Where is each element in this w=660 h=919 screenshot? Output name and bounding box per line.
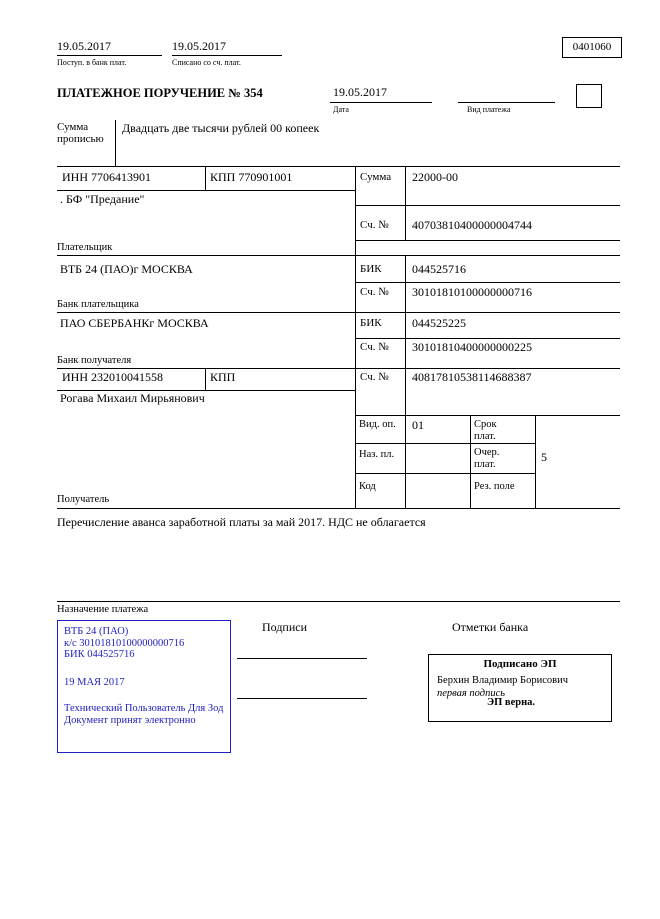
signature-line-1 bbox=[237, 658, 367, 659]
stamp-user: Технический Пользователь Для Зод bbox=[64, 703, 224, 714]
esign-title: Подписано ЭП bbox=[483, 658, 557, 670]
payer-bottom-line bbox=[57, 255, 620, 256]
payer-bank-bik: 044525716 bbox=[412, 262, 466, 276]
payer-bank-bottom-line bbox=[57, 312, 620, 313]
payer-bank-bik-label: БИК bbox=[360, 263, 382, 275]
payer-bank-account-label: Сч. № bbox=[360, 286, 389, 298]
purpose-bottom-line bbox=[57, 601, 620, 602]
payment-kind-underline bbox=[458, 102, 555, 103]
date-label: Дата bbox=[333, 105, 349, 114]
bank-marks-header: Отметки банка bbox=[452, 620, 529, 634]
payer-section-label: Плательщик bbox=[57, 242, 113, 253]
payer-account-label: Сч. № bbox=[360, 219, 389, 231]
payee-section-label: Получатель bbox=[57, 494, 110, 505]
label-column-divider-top bbox=[405, 166, 406, 240]
priority-value: 5 bbox=[541, 450, 547, 464]
payee-kpp-label: КПП bbox=[210, 370, 236, 384]
mini-col-divider-1 bbox=[470, 415, 471, 508]
pay-term-label: Срок плат. bbox=[474, 419, 497, 442]
payer-account: 40703810400000004744 bbox=[412, 218, 532, 232]
payee-account: 40817810538114688387 bbox=[412, 370, 532, 384]
payee-bank-bik: 044525225 bbox=[412, 316, 466, 330]
stamp-corr-account: к/с 30101810100000000716 bbox=[64, 637, 185, 649]
esign-verified: ЭП верна. bbox=[487, 697, 536, 708]
payer-kpp: КПП 770901001 bbox=[210, 170, 293, 184]
reserve-field-label: Рез. поле bbox=[474, 481, 515, 492]
received-date-underline bbox=[57, 55, 162, 56]
debited-date-underline bbox=[172, 55, 282, 56]
payer-bank-name: ВТБ 24 (ПАО)г МОСКВА bbox=[60, 262, 193, 276]
payee-account-line bbox=[355, 415, 620, 416]
received-date-label: Поступ. в банк плат. bbox=[57, 58, 127, 67]
amount-words-label: Сумма прописью bbox=[57, 121, 104, 145]
payee-name: Рогава Михаил Мирьянович bbox=[60, 391, 205, 405]
signature-line-2 bbox=[237, 698, 367, 699]
stamp-bik: БИК 044525716 bbox=[64, 649, 135, 660]
payment-kind-box bbox=[576, 84, 602, 108]
debited-date: 19.05.2017 bbox=[172, 39, 226, 53]
code-label: Код bbox=[359, 481, 376, 492]
payer-inn-kpp-line bbox=[57, 190, 355, 191]
bank-stamp-box bbox=[57, 620, 231, 753]
mini-row1-line bbox=[355, 443, 535, 444]
payee-bank-section-label: Банк получателя bbox=[57, 355, 132, 366]
mini-col-divider-2 bbox=[535, 415, 536, 508]
purpose-code-label: Наз. пл. bbox=[359, 449, 395, 460]
received-date: 19.05.2017 bbox=[57, 39, 111, 53]
payee-bank-bik-label: БИК bbox=[360, 317, 382, 329]
payee-bank-bottom-line bbox=[57, 368, 620, 369]
sum-value: 22000-00 bbox=[412, 170, 458, 184]
priority-label: Очер. плат. bbox=[474, 447, 500, 470]
debited-date-label: Списано со сч. плат. bbox=[172, 58, 241, 67]
op-kind-value: 01 bbox=[412, 418, 424, 432]
payee-bank-account: 30101810400000000225 bbox=[412, 340, 532, 354]
payee-bottom-line bbox=[57, 508, 620, 509]
stamp-date: 19 МАЯ 2017 bbox=[64, 676, 125, 688]
payer-bank-account: 30101810100000000716 bbox=[412, 285, 532, 299]
date-underline bbox=[330, 102, 432, 103]
stamp-bank-name: ВТБ 24 (ПАО) bbox=[64, 626, 129, 637]
sum-label: Сумма bbox=[360, 171, 392, 183]
esign-kind: первая подпись bbox=[437, 688, 506, 699]
amount-divider-line bbox=[115, 120, 116, 166]
form-code-box: 0401060 bbox=[562, 37, 622, 58]
payee-bank-account-label: Сч. № bbox=[360, 341, 389, 353]
main-divider-line bbox=[355, 166, 356, 508]
document-date: 19.05.2017 bbox=[333, 85, 387, 99]
payer-inn-kpp-divider bbox=[205, 166, 206, 190]
payer-account-line bbox=[355, 240, 620, 241]
payee-account-label: Сч. № bbox=[360, 371, 389, 383]
mini-row2-line bbox=[355, 473, 535, 474]
purpose-label: Назначение платежа bbox=[57, 604, 149, 615]
op-kind-label: Вид. оп. bbox=[359, 419, 396, 430]
label-column-divider bbox=[405, 255, 406, 508]
payment-kind-label: Вид платежа bbox=[467, 105, 511, 114]
payer-name: . БФ "Предание" bbox=[60, 192, 145, 206]
sum-row-line bbox=[355, 205, 620, 206]
payee-inn-kpp-divider bbox=[205, 368, 206, 390]
purpose-text: Перечисление аванса заработной платы за май 2017. НДС не облагается bbox=[57, 515, 426, 529]
stamp-note: Документ принят электронно bbox=[64, 714, 196, 726]
payee-bank-bik-line bbox=[355, 338, 620, 339]
table-top-line bbox=[57, 166, 620, 167]
payer-bank-bik-line bbox=[355, 282, 620, 283]
signatures-header: Подписи bbox=[262, 620, 308, 634]
esignature-stamp-box bbox=[428, 654, 612, 722]
document-title: ПЛАТЕЖНОЕ ПОРУЧЕНИЕ № 354 bbox=[57, 86, 263, 100]
esign-signer: Берхин Владимир Борисович bbox=[437, 675, 568, 686]
payee-inn: ИНН 232010041558 bbox=[62, 370, 163, 384]
amount-words-value: Двадцать две тысячи рублей 00 копеек bbox=[122, 121, 320, 135]
payer-bank-section-label: Банк плательщика bbox=[57, 299, 139, 310]
payer-inn: ИНН 7706413901 bbox=[62, 170, 151, 184]
payee-bank-name: ПАО СБЕРБАНКг МОСКВА bbox=[60, 316, 209, 330]
